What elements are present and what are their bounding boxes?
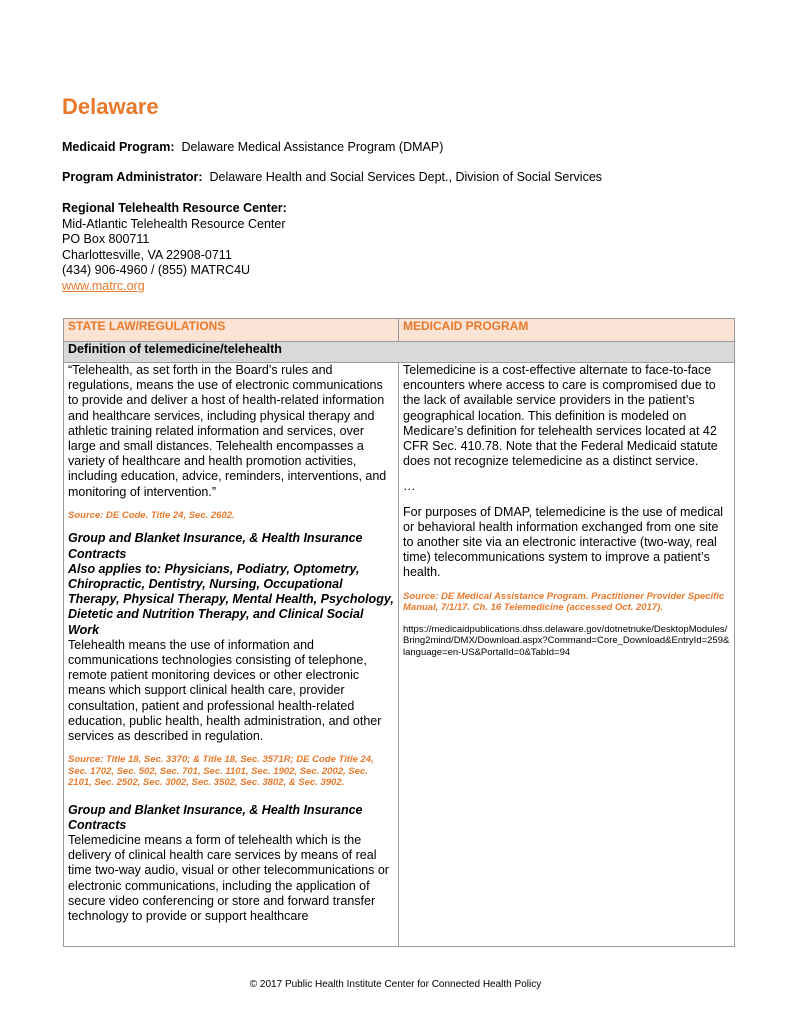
group2-title: Group and Blanket Insurance, & Health Insurance Contracts bbox=[68, 802, 363, 832]
table-header-row bbox=[64, 319, 735, 342]
section-row bbox=[64, 342, 735, 363]
medicaid-program-label: Medicaid Program: bbox=[62, 140, 175, 154]
telehealth-quote: “Telehealth, as set forth in the Board’s rules and regulations, means the use of electronic communications to provide and deliver a host of health-related information and healthcare services, including physical therapy and athletic training related information and services, over large and small distances. Telehealth encompasses a variety of healthcare and health promotion activities, including education, advice, reminders, interventions, and monitoring of intervention.” bbox=[68, 363, 387, 499]
program-administrator-value: Delaware Health and Social Services Dept., Division of Social Services bbox=[209, 170, 603, 184]
medicaid-program-column-header: MEDICAID PROGRAM bbox=[399, 319, 735, 342]
ellipsis: … bbox=[403, 479, 416, 494]
content-row bbox=[64, 363, 735, 947]
group1-title: Group and Blanket Insurance, & Health Insurance Contracts bbox=[68, 531, 363, 561]
rtrc-address-line2: Charlottesville, VA 22908-0711 bbox=[62, 247, 232, 262]
source-title-18: Source: Title 18, Sec. 3370; & Title 18, Sec. 3571R; DE Code Title 24, Sec. 1702, Sec. 502, Sec. 701, Sec. 1101, Sec. 1902, Sec. 2002, Sec. 2101, Sec. 2502, Sec. 3002, Sec. 3502, Sec. 3802, & Sec. 3902. bbox=[68, 754, 374, 789]
medicaid-para-1: Telemedicine is a cost-effective alternate to face-to-face encounters where access to care is compromised due to the lack of available service providers in the patient’s geographical location. This definition is modeled on Medicare’s definition for telehealth services located at 42 CFR Sec. 410.78. Note that the Federal Medicaid statute does not recognize telemedicine as a distinct service. bbox=[403, 363, 718, 469]
medicaid-para-2: For purposes of DMAP, telemedicine is the use of medical or behavioral health information exchanged from one site to another site via an electronic interactive (two-way, real time) telecommunications system to improve a patient’s health. bbox=[403, 504, 724, 580]
dmap-manual-url[interactable]: https://medicaidpublications.dhss.delaware.gov/dotnetnuke/DesktopModules/Bring2mind/DMX/Download.aspx?Command=Core_Download&EntryId=259&language=en-US&PortalId=0&TabId=94 bbox=[403, 623, 730, 659]
medicaid-program-value: Delaware Medical Assistance Program (DMAP) bbox=[181, 140, 444, 154]
telehealth-resource-center bbox=[62, 201, 287, 294]
group1-also-applies: Also applies to: Physicians, Podiatry, Optometry, Chiropractic, Dentistry, Nursing, Occupational Therapy, Physical Therapy, Mental Health, Psychology, Dietetic and Nutrition Therapy, and Clinical Social Work bbox=[68, 561, 394, 637]
state-law-cell bbox=[64, 363, 399, 947]
state-law-column-header: STATE LAW/REGULATIONS bbox=[64, 319, 399, 342]
group1-definition: Telehealth means the use of information and communications technologies consisting of telephone, remote patient monitoring devices or other electronic means which support clinical health care, provider consultation, patient and professional health-related education, public health, health administration, and other services as described in regulation. bbox=[68, 637, 382, 743]
rtrc-label: Regional Telehealth Resource Center: bbox=[62, 201, 287, 215]
program-administrator-line bbox=[62, 170, 602, 184]
rtrc-address-line1: PO Box 800711 bbox=[62, 232, 150, 246]
rtrc-name: Mid-Atlantic Telehealth Resource Center bbox=[62, 216, 286, 231]
source-dmap-manual: Source: DE Medical Assistance Program. Practitioner Provider Specific Manual, 7/1/17. Ch. 16 Telemedicine (accessed Oct. 2017). bbox=[403, 590, 725, 614]
page-title: Delaware bbox=[62, 94, 159, 119]
source-de-code-2602: Source: DE Code. Title 24, Sec. 2602. bbox=[68, 509, 235, 521]
rtrc-website-link[interactable]: www.matrc.org bbox=[62, 278, 145, 293]
page-footer: © 2017 Public Health Institute Center for Connected Health Policy bbox=[249, 979, 542, 990]
policy-table bbox=[63, 318, 735, 947]
medicaid-program-line bbox=[62, 140, 443, 154]
section-title: Definition of telemedicine/telehealth bbox=[64, 342, 735, 363]
rtrc-phone: (434) 906-4960 / (855) MATRC4U bbox=[62, 263, 251, 277]
program-administrator-label: Program Administrator: bbox=[62, 170, 203, 184]
group2-definition: Telemedicine means a form of telehealth which is the delivery of clinical health care services by means of real time two-way audio, visual or other telecommunications or electronic communications, including the application of secure video conferencing or store and forward transfer technology to provide or support healthcare bbox=[68, 833, 389, 924]
medicaid-program-cell bbox=[399, 363, 735, 947]
